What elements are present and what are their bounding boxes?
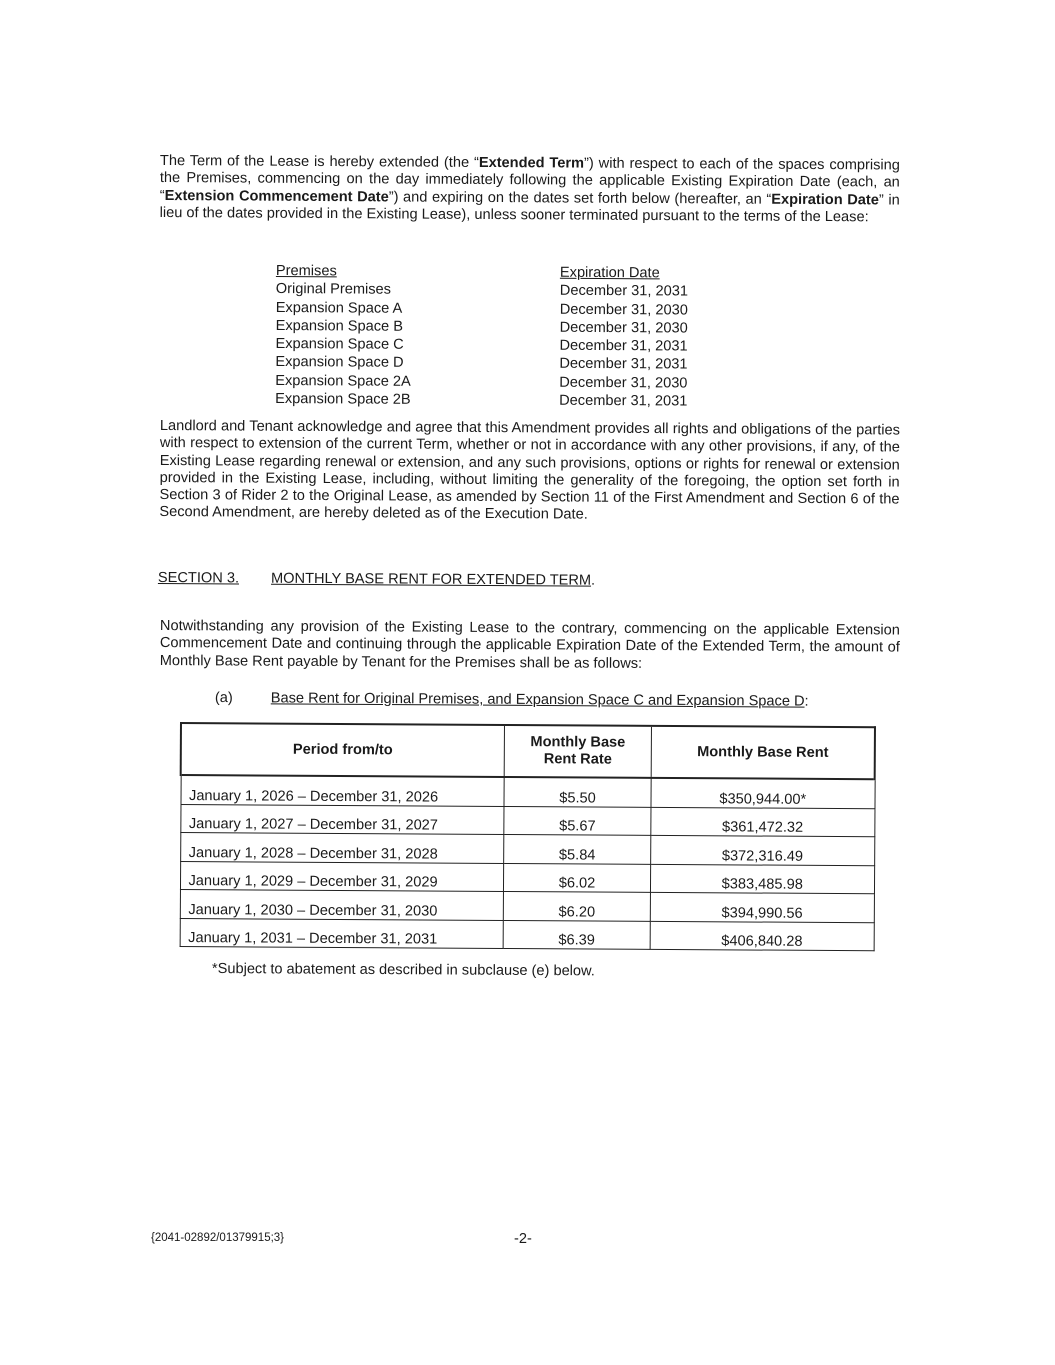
subclause-letter: (a) [214,690,233,707]
intro-text-3: ”) and expiring on the dates set forth below (hereafter, an “ [388,188,772,208]
rate-cell: $5.50 [504,777,651,807]
rate-cell: $5.84 [504,834,651,863]
extended-term-defined: Extended Term [478,154,585,172]
expiration-date-header: Expiration Date [559,264,660,282]
rent-header: Monthly Base Rent [651,726,875,779]
rate-cell: $6.39 [503,920,650,949]
period-cell: January 1, 2030 – December 31, 2030 [180,890,504,920]
rent-table-row [180,833,874,866]
premises-name: Expansion Space 2B [275,391,411,408]
premises-name: Expansion Space B [275,317,404,335]
rate-header [504,725,651,778]
intro-text-4: ” in lieu of the dates provided in the Existing Lease), unless sooner terminated pursuant to the terms of the Lease: [159,191,900,226]
expiration-date-defined: Expiration Date [771,191,879,208]
rate-cell: $6.02 [503,863,650,892]
rent-table-row [180,918,874,951]
rent-table-header-row [181,723,875,779]
expiration-date: December 31, 2030 [559,319,688,337]
rent-table-row [180,890,874,923]
rent-table-row [180,804,874,837]
expiration-date: December 31, 2031 [559,337,688,355]
page-number: -2- [514,1231,532,1247]
premises-header: Premises [275,262,337,280]
premises-name: Original Premises [275,281,392,298]
period-cell: January 1, 2031 – December 31, 2031 [180,918,504,948]
premises-name: Expansion Space D [275,354,404,372]
intro-text-1: The Term of the Lease is hereby extended (the “ [159,153,479,171]
subclause-a-heading [215,690,809,710]
premises-row [275,390,715,411]
premises-expiration-list [275,262,716,411]
subclause-label: Base Rent for Original Premises, and Expansion Space C and Expansion Space D [270,690,805,710]
rent-cell: $383,485.98 [650,864,874,894]
section-number: SECTION 3. [157,570,240,587]
period-cell: January 1, 2028 – December 31, 2028 [180,833,504,863]
premises-name: Expansion Space C [275,336,404,353]
expiration-date: December 31, 2031 [559,283,689,300]
rent-table-row [180,775,874,808]
expiration-date: December 31, 2030 [559,374,688,392]
premises-name: Expansion Space A [275,299,403,317]
period-cell: January 1, 2026 – December 31, 2026 [180,775,504,806]
expiration-date: December 31, 2031 [559,356,688,374]
premises-name: Expansion Space 2A [275,372,411,390]
rent-cell: $394,990.56 [650,892,874,922]
intro-text-2: ”) with respect to each of the spaces comprising the Premises, commencing on the day immediately following the applicable Existing Expiration Date (each, an “ [159,155,900,204]
expiration-date: December 31, 2030 [559,301,688,319]
subclause-colon: : [804,693,809,710]
acknowledge-paragraph: Landlord and Tenant acknowledge and agree that this Amendment provides all rights and obligations of the parties with respect to extension of the current Term, whether or not in accordance with any other provisions, if any, of the Existing Lease regarding renewal or extension, and any such provisions, options or rights for renewal or extension provided in the Existing Lease, including, without limiting the generality of the foregoing, the option set forth in Section 3 of Rider 2 to the Original Lease, as amended by Section 11 of the First Amendment and Section 6 of the Second Amendment, are hereby deleted as of the Execution Date. [159,418,900,524]
rent-cell: $361,472.32 [651,807,875,837]
rent-cell: $406,840.28 [650,921,874,951]
period-header: Period from/to [181,723,505,777]
rent-table-row [180,861,874,894]
expiration-date: December 31, 2031 [559,392,688,410]
period-cell: January 1, 2027 – December 31, 2027 [180,804,504,834]
extension-commencement-date-defined: Extension Commencement Date [164,187,389,205]
abatement-footnote: *Subject to abatement as described in subclause (e) below. [211,961,595,980]
monthly-base-rent-paragraph: Notwithstanding any provision of the Existing Lease to the contrary, commencing on the applicable Extension Commencement Date and continuing through the applicable Expiration Date of the Extended Term, the amount of Monthly Base Rent payable by Tenant for the Premises shall be as follows: [159,618,900,672]
rent-cell: $372,316.49 [651,835,875,865]
rent-cell: $350,944.00* [651,778,875,808]
section-title: MONTHLY BASE RENT FOR EXTENDED TERM [270,570,592,589]
rate-cell: $5.67 [504,806,651,835]
base-rent-table [179,722,876,951]
document-id: {2041-02892/01379915;3} [151,1232,285,1244]
period-cell: January 1, 2029 – December 31, 2029 [180,861,504,891]
section-3-heading [158,570,595,589]
extended-term-paragraph [160,153,900,227]
rate-cell: $6.20 [503,891,650,920]
rate-header-line2: Rent Rate [543,751,612,768]
section-title-period: . [591,572,596,589]
rate-header-line1: Monthly Base [530,734,626,751]
